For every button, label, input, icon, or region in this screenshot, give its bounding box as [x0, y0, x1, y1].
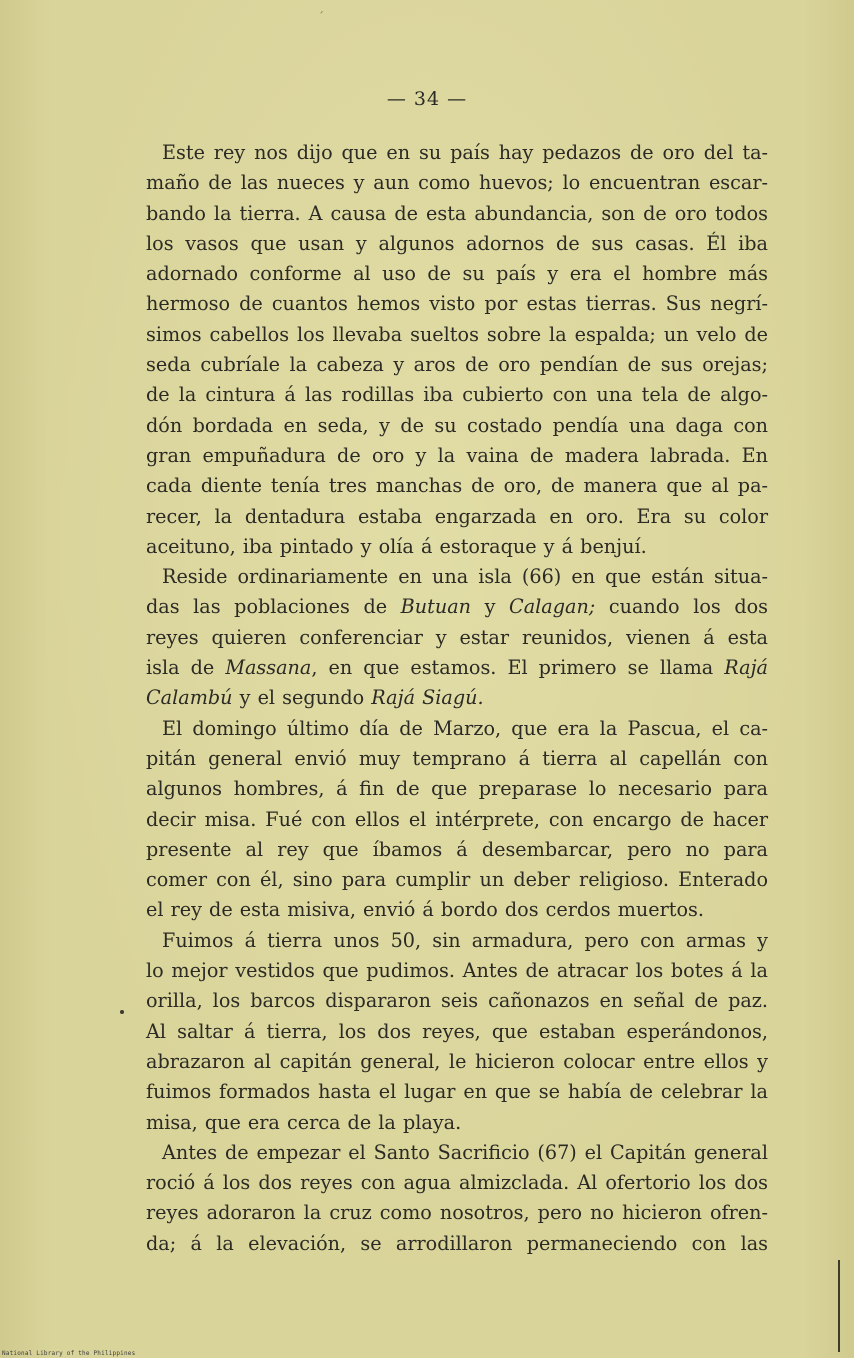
text-line: aceituno, iba pintado y olía á estoraque y á benjuí. — [146, 534, 647, 558]
italic-place-name: Butuan — [400, 595, 471, 619]
text-line: recer, la dentadura estaba engarzada en oro. Era su color — [146, 504, 768, 528]
page-number: — 34 — — [386, 88, 468, 110]
text-line: misa, que era cerca de la playa. — [146, 1110, 462, 1134]
text-line: reyes quieren conferenciar y estar reunidos, vienen á esta — [146, 625, 768, 649]
text-segment: cuando los dos — [595, 595, 768, 619]
text-line: bando la tierra. A causa de esta abundancia, son de oro todos — [146, 201, 768, 225]
text-line: adornado conforme al uso de su país y era el hombre más — [146, 262, 768, 286]
text-line: Reside ordinariamente en una isla (66) en que están situa- — [162, 565, 768, 589]
text-line: simos cabellos los llevaba sueltos sobre la espalda; un velo de — [146, 322, 768, 346]
text-line: gran empuñadura de oro y la vaina de madera labrada. En — [146, 443, 768, 467]
italic-place-name: Calambú — [146, 686, 233, 710]
body-text — [146, 138, 768, 1259]
text-line: comer con él, sino para cumplir un deber religioso. Enterado — [146, 868, 768, 892]
text-line: maño de las nueces y aun como huevos; lo encuentran escar- — [146, 171, 768, 195]
text-line: el rey de esta misiva, envió á bordo dos cerdos muertos. — [146, 898, 704, 922]
text-line: pitán general envió muy temprano á tierra al capellán con — [146, 746, 768, 770]
text-segment: y el segundo — [232, 686, 372, 710]
text-line: cada diente tenía tres manchas de oro, de manera que al pa- — [146, 474, 768, 498]
text-line: Al saltar á tierra, los dos reyes, que estaban esperándonos, — [146, 1019, 768, 1043]
text-line — [146, 592, 768, 622]
italic-place-name: Rajá Siagú. — [371, 686, 484, 710]
text-line — [146, 683, 768, 713]
text-line: dón bordada en seda, y de su costado pendía una daga con — [146, 413, 768, 437]
page-edge-line — [838, 1260, 840, 1352]
text-segment: y — [471, 595, 510, 619]
text-line: algunos hombres, á fin de que preparase lo necesario para — [146, 777, 768, 801]
text-segment: , en que estamos. El primero se llama — [311, 656, 725, 680]
italic-place-name: Massana — [225, 656, 312, 680]
text-line: Este rey nos dijo que en su país hay pedazos de oro del ta- — [162, 141, 768, 164]
text-line: El domingo último día de Marzo, que era la Pascua, el ca- — [162, 716, 768, 740]
text-line: reyes adoraron la cruz como nosotros, pero no hicieron ofren- — [146, 1201, 768, 1225]
text-line: lo mejor vestidos que pudimos. Antes de atracar los botes á la — [146, 959, 768, 983]
text-line: Fuimos á tierra unos 50, sin armadura, pero con armas y — [162, 928, 768, 952]
text-line: roció á los dos reyes con agua almizclada. Al ofertorio los dos — [146, 1171, 768, 1195]
text-line: presente al rey que íbamos á desembarcar, pero no para — [146, 837, 768, 861]
text-line: de la cintura á las rodillas iba cubierto con una tela de algo- — [146, 383, 768, 407]
text-line: fuimos formados hasta el lugar en que se había de celebrar la — [146, 1080, 768, 1104]
library-credit: National Library of the Philippines — [2, 1350, 136, 1357]
text-segment: das las poblaciones de — [146, 595, 401, 619]
text-line — [146, 653, 768, 683]
text-line: da; á la elevación, se arrodillaron permaneciendo con las — [146, 1231, 768, 1255]
ink-speck — [120, 1010, 124, 1014]
text-line: Antes de empezar el Santo Sacrificio (67) el Capitán general — [162, 1140, 768, 1164]
text-line: abrazaron al capitán general, le hicieron colocar entre ellos y — [146, 1049, 768, 1073]
text-line: decir misa. Fué con ellos el intérprete, con encargo de hacer — [146, 807, 768, 831]
scan-mark: ˊ — [318, 10, 324, 24]
italic-place-name: Rajá — [724, 656, 768, 680]
text-segment: isla de — [146, 656, 226, 680]
text-line: orilla, los barcos dispararon seis cañonazos en señal de paz. — [146, 989, 768, 1013]
italic-place-name: Calagan; — [509, 595, 596, 619]
text-line: hermoso de cuantos hemos visto por estas tierras. Sus negrí- — [146, 292, 768, 316]
text-line: los vasos que usan y algunos adornos de sus casas. Él iba — [146, 231, 768, 255]
text-line: seda cubríale la cabeza y aros de oro pendían de sus orejas; — [146, 353, 768, 377]
